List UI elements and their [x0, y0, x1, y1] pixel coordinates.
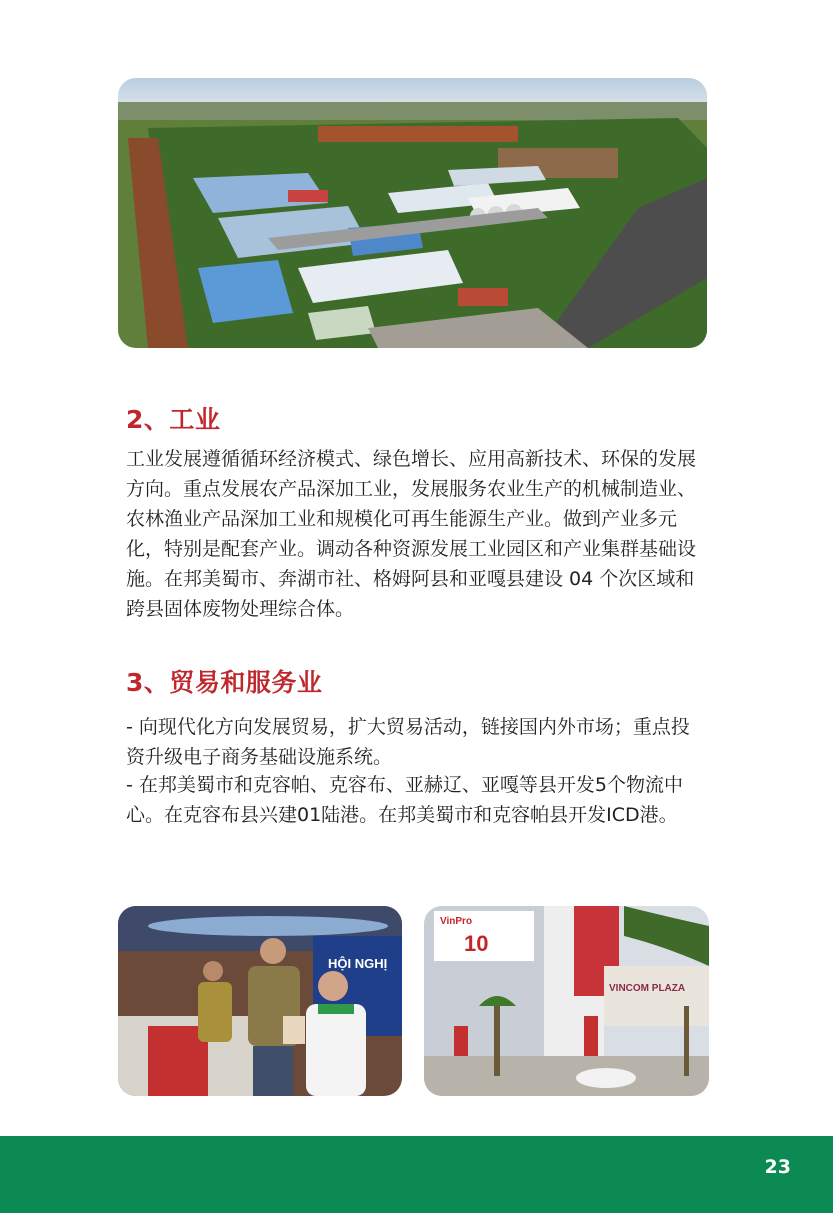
shopping-mall-photo [424, 906, 709, 1096]
trade-fair-illustration [118, 906, 402, 1096]
industrial-park-aerial-photo [118, 78, 707, 348]
mall-sign-text: VinPro [440, 916, 473, 927]
industry-paragraph: 工业发展遵循循环经济模式、绿色增长、应用高新技术、环保的发展方向。重点发展农产品深加工业，发展服务农业生产的机械制造业、农林渔业产品深加工业和规模化可再生能源生产业。做到产业多元化，特别是配套产业。调动各种资源发展工业园区和产业集群基础设施。在邦美蜀市、奔湖市社、格姆阿县和亚嘎县建设 04 个次区域和跨县固体废物处理综合体。 [126, 448, 697, 620]
page-footer-bar [0, 1136, 833, 1213]
shopping-mall-illustration [424, 906, 709, 1096]
mall-name-text: VINCOM PLAZA [609, 983, 686, 994]
trade-paragraph-1: - 向现代化方向发展贸易，扩大贸易活动，链接国内外市场；重点投资升级电子商务基础设施系统。 [126, 716, 690, 768]
trade-fair-photo [118, 906, 402, 1096]
trade-fair-banner-text: HỘI NGHỊ [328, 956, 388, 971]
trade-paragraph-2: - 在邦美蜀市和克容帕、克容布、亚赫辽、亚嘎等县开发5个物流中心。在克容布县兴建01陆港。在邦美蜀市和克容帕县开发ICD港。 [126, 774, 683, 826]
section-heading-trade-services: 3、贸易和服务业 [126, 668, 323, 697]
industrial-park-illustration [118, 78, 707, 348]
page-number: 23 [764, 1156, 791, 1178]
mall-banner-number: 10 [464, 931, 489, 956]
section-heading-industry: 2、工业 [126, 405, 221, 434]
